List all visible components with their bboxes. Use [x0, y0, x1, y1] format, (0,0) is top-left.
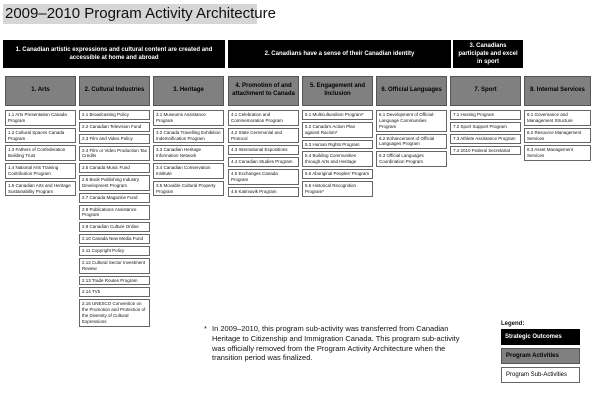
- legend-strategic-outcomes: Strategic Outcomes: [501, 329, 580, 345]
- sub-activity: 2.5 Canada Music Fund: [79, 163, 150, 173]
- legend-program-sub-activities: Program Sub-Activities: [501, 367, 580, 383]
- sub-activity: 5.3 Human Rights Program: [302, 140, 373, 150]
- sub-activity: 2.13 Trade Routes Program: [79, 276, 150, 286]
- sub-activity-column-cultural-industries: [79, 110, 150, 329]
- sub-activity: 1.2 Cultural Spaces Canada Program: [5, 128, 76, 144]
- legend: [501, 321, 580, 386]
- sub-activity: 3.3 Canadian Heritage Information Network: [153, 145, 224, 161]
- sub-activity: 1.4 National Arts Training Contribution Program: [5, 163, 76, 179]
- sub-activity: 3.1 Museums Assistance Program: [153, 110, 224, 126]
- sub-activity: 4.4 Canadian Studies Program: [228, 157, 299, 167]
- strategic-outcome-1: 1. Canadian artistic expressions and cultural content are created and accessible at home and abroad: [3, 40, 225, 68]
- sub-activity: 3.2 Canada Travelling Exhibition Indemnification Program: [153, 128, 224, 144]
- sub-activity: 5.2 Canada's Action Plan against Racism*: [302, 122, 373, 138]
- sub-activity: 7.3 Athlete Assistance Program: [450, 134, 521, 144]
- sub-activity: 2.4 Film or Video Production Tax Credits: [79, 146, 150, 162]
- program-activity-heritage: 3. Heritage: [153, 76, 224, 106]
- legend-program-activities: Program Activities: [501, 348, 580, 364]
- sub-activity: 5.4 Building Communities through Arts and Heritage: [302, 151, 373, 167]
- sub-activity-column-official-languages: [376, 110, 447, 169]
- sub-activity: 2.6 Book Publishing Industry Development Program: [79, 175, 150, 191]
- sub-activity: 8.1 Governance and Management Structure: [524, 110, 591, 126]
- program-activity-sport: 7. Sport: [450, 76, 521, 106]
- sub-activity: 4.2 State Ceremonial and Protocol: [228, 128, 299, 144]
- sub-activity: 3.4 Canadian Conservation Institute: [153, 163, 224, 179]
- footnote-marker: *: [204, 324, 207, 333]
- page-title: 2009–2010 Program Activity Architecture: [5, 5, 276, 22]
- footnote-text: In 2009–2010, this program sub-activity was transferred from Canadian Heritage to Citizenship and Immigration Canada. This program sub-activity was officially removed from the Program Activity Architecture when the transition period was finalized.: [212, 324, 460, 363]
- program-activity-arts: 1. Arts: [5, 76, 76, 106]
- sub-activity-column-internal-services: [524, 110, 591, 163]
- strategic-outcome-2: 2. Canadians have a sense of their Canadian identity: [228, 40, 451, 68]
- sub-activity-column-engagement-inclusion: [302, 110, 373, 199]
- sub-activity: 1.3 Fathers of Confederation Building Trust: [5, 145, 76, 161]
- sub-activity: 3.5 Movable Cultural Property Program: [153, 181, 224, 197]
- sub-activity: 2.1 Broadcasting Policy: [79, 110, 150, 120]
- sub-activity-column-sport: [450, 110, 521, 157]
- program-activity-internal-services: 8. Internal Services: [524, 76, 591, 106]
- sub-activity: 6.3 Official Languages Coordination Program: [376, 151, 447, 167]
- sub-activity: 2.10 Canada New Media Fund: [79, 234, 150, 244]
- sub-activity: 2.9 Canadian Culture Online: [79, 222, 150, 232]
- sub-activity: 5.1 Multiculturalism Program*: [302, 110, 373, 120]
- sub-activity: 2.11 Copyright Policy: [79, 246, 150, 256]
- sub-activity: 2.7 Canada Magazine Fund: [79, 193, 150, 203]
- sub-activity: 6.1 Development of Official-Language Communities Program: [376, 110, 447, 132]
- program-activity-cultural-industries: 2. Cultural Industries: [79, 76, 150, 106]
- footnote: [204, 324, 462, 363]
- sub-activity-column-arts: [5, 110, 76, 198]
- sub-activity: 2.8 Publications Assistance Program: [79, 205, 150, 221]
- sub-activity: 5.5 Aboriginal Peoples' Program: [302, 169, 373, 179]
- sub-activity: 7.1 Hosting Program: [450, 110, 521, 120]
- sub-activity: 2.15 UNESCO Convention on the Promotion and Protection of the Diversity of Cultural Expressions: [79, 299, 150, 326]
- program-activity-promotion-attachment: 4. Promotion of and attachment to Canada: [228, 76, 299, 106]
- sub-activity: 5.6 Historical Recognition Program*: [302, 181, 373, 197]
- sub-activity: 1.1 Arts Presentation Canada Program: [5, 110, 76, 126]
- legend-heading: Legend:: [501, 321, 525, 327]
- strategic-outcome-3: 3. Canadians participate and excel in sport: [453, 40, 523, 68]
- sub-activity: 4.1 Celebration and Commemoration Program: [228, 110, 299, 126]
- sub-activity: 2.14 TV5: [79, 287, 150, 297]
- sub-activity: 4.5 Exchanges Canada Program: [228, 169, 299, 185]
- sub-activity: 4.3 International Expositions: [228, 145, 299, 155]
- program-activity-engagement-inclusion: 5. Engagement and Inclusion: [302, 76, 373, 106]
- program-activity-official-languages: 6. Official Languages: [376, 76, 447, 106]
- sub-activity: 6.2 Enhancement of Official Languages Program: [376, 134, 447, 150]
- sub-activity: 1.5 Canadian Arts and Heritage Sustainability Program: [5, 181, 76, 197]
- sub-activity: 2.2 Canadian Television Fund: [79, 122, 150, 132]
- sub-activity: 2.3 Film and Video Policy: [79, 134, 150, 144]
- sub-activity: 8.3 Asset Management Services: [524, 145, 591, 161]
- sub-activity: 7.4 2010 Federal Secretariat: [450, 146, 521, 156]
- sub-activity-column-heritage: [153, 110, 224, 198]
- sub-activity: 4.6 Katimavik Program: [228, 187, 299, 197]
- sub-activity: 8.2 Resource Management Services: [524, 128, 591, 144]
- sub-activity: 7.2 Sport Support Program: [450, 122, 521, 132]
- sub-activity: 2.12 Cultural Sector Investment Review: [79, 258, 150, 274]
- sub-activity-column-promotion-attachment: [228, 110, 299, 199]
